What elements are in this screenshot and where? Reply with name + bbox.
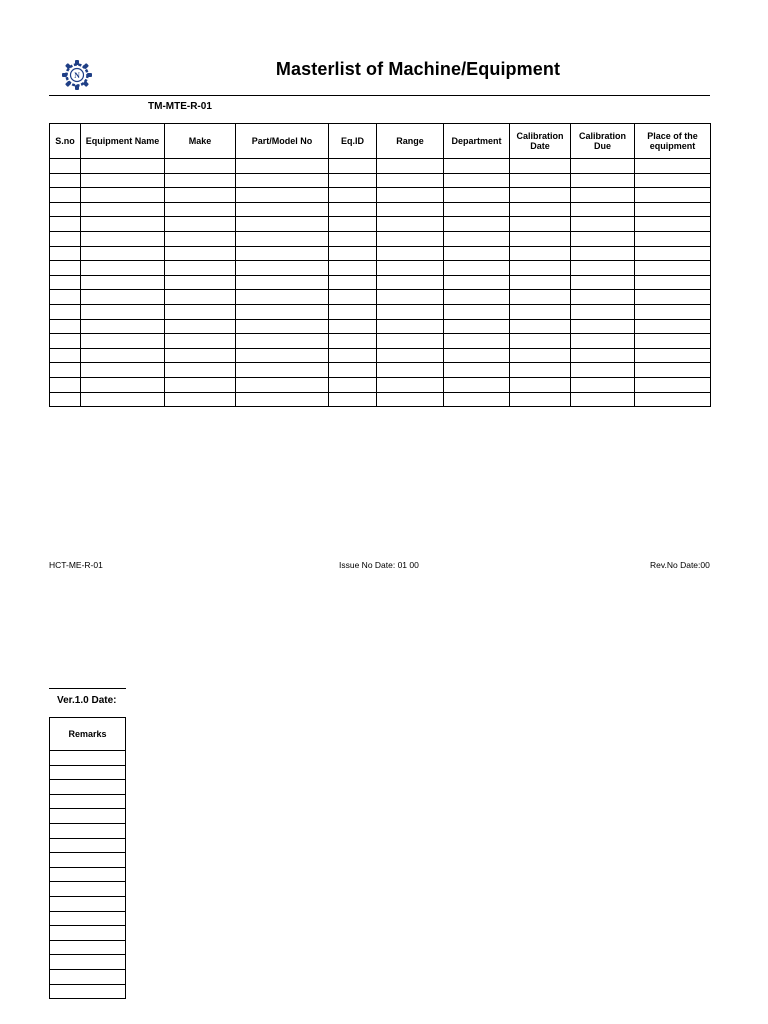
table-cell xyxy=(444,348,510,363)
table-cell xyxy=(444,377,510,392)
table-cell xyxy=(444,319,510,334)
table-cell xyxy=(81,334,165,349)
table-cell xyxy=(510,392,571,407)
table-cell xyxy=(236,217,329,232)
table-cell xyxy=(81,231,165,246)
table-cell xyxy=(329,202,377,217)
remarks-row xyxy=(50,794,126,809)
header-equipment-name: Equipment Name xyxy=(81,124,165,159)
table-cell xyxy=(165,261,236,276)
table-cell xyxy=(165,348,236,363)
table-cell xyxy=(510,275,571,290)
header-make: Make xyxy=(165,124,236,159)
table-cell xyxy=(81,392,165,407)
remarks-cell xyxy=(50,940,126,955)
table-cell xyxy=(236,290,329,305)
header-calibration-date: Calibration Date xyxy=(510,124,571,159)
table-cell xyxy=(165,334,236,349)
table-cell xyxy=(635,377,711,392)
table-row xyxy=(50,319,711,334)
table-cell xyxy=(165,173,236,188)
table-cell xyxy=(329,319,377,334)
table-cell xyxy=(236,319,329,334)
table-cell xyxy=(377,231,444,246)
table-cell xyxy=(377,246,444,261)
remarks-table xyxy=(49,717,126,999)
remarks-cell xyxy=(50,809,126,824)
document-code: TM-MTE-R-01 xyxy=(148,101,212,112)
table-cell xyxy=(444,231,510,246)
table-row xyxy=(50,348,711,363)
table-cell xyxy=(236,173,329,188)
remarks-cell xyxy=(50,955,126,970)
remarks-cell xyxy=(50,794,126,809)
table-cell xyxy=(50,304,81,319)
table-cell xyxy=(571,231,635,246)
footer-issue-date: Issue No Date: 01 00 xyxy=(339,560,419,570)
table-cell xyxy=(165,188,236,203)
remarks-row xyxy=(50,751,126,766)
remarks-cell xyxy=(50,984,126,999)
page-title: Masterlist of Machine/Equipment xyxy=(275,59,561,79)
table-cell xyxy=(50,334,81,349)
table-cell xyxy=(165,392,236,407)
table-cell xyxy=(81,363,165,378)
table-cell xyxy=(81,173,165,188)
table-cell xyxy=(635,159,711,174)
table-cell xyxy=(81,348,165,363)
remarks-row xyxy=(50,867,126,882)
table-cell xyxy=(50,159,81,174)
table-cell xyxy=(236,348,329,363)
table-cell xyxy=(50,377,81,392)
table-cell xyxy=(444,275,510,290)
table-cell xyxy=(635,202,711,217)
remarks-cell xyxy=(50,911,126,926)
table-cell xyxy=(50,392,81,407)
table-cell xyxy=(510,173,571,188)
table-cell xyxy=(635,334,711,349)
table-cell xyxy=(571,334,635,349)
table-cell xyxy=(329,217,377,232)
table-cell xyxy=(329,392,377,407)
table-cell xyxy=(81,319,165,334)
table-cell xyxy=(50,319,81,334)
table-cell xyxy=(377,188,444,203)
table-row xyxy=(50,246,711,261)
remarks-row xyxy=(50,765,126,780)
remarks-row xyxy=(50,809,126,824)
header-eq-id: Eq.ID xyxy=(329,124,377,159)
table-cell xyxy=(50,246,81,261)
table-cell xyxy=(50,202,81,217)
table-cell xyxy=(329,290,377,305)
table-cell xyxy=(571,319,635,334)
header-remarks: Remarks xyxy=(50,718,126,751)
table-cell xyxy=(571,202,635,217)
header-place-of-equipment: Place of the equipment xyxy=(635,124,711,159)
table-cell xyxy=(377,334,444,349)
header-part-model-no: Part/Model No xyxy=(236,124,329,159)
table-cell xyxy=(444,246,510,261)
table-cell xyxy=(377,363,444,378)
table-cell xyxy=(81,159,165,174)
table-cell xyxy=(50,275,81,290)
table-cell xyxy=(510,363,571,378)
table-cell xyxy=(444,188,510,203)
table-cell xyxy=(635,290,711,305)
table-cell xyxy=(635,188,711,203)
remarks-row xyxy=(50,896,126,911)
table-cell xyxy=(81,261,165,276)
table-cell xyxy=(329,275,377,290)
table-cell xyxy=(444,173,510,188)
table-cell xyxy=(81,275,165,290)
remarks-row xyxy=(50,926,126,941)
table-cell xyxy=(165,202,236,217)
table-cell xyxy=(571,159,635,174)
table-cell xyxy=(329,261,377,276)
table-cell xyxy=(510,319,571,334)
table-cell xyxy=(81,377,165,392)
table-row xyxy=(50,377,711,392)
version-date-label: Ver.1.0 Date: xyxy=(57,695,117,706)
table-row xyxy=(50,275,711,290)
table-cell xyxy=(510,377,571,392)
table-cell xyxy=(236,334,329,349)
table-cell xyxy=(377,275,444,290)
table-cell xyxy=(165,304,236,319)
table-cell xyxy=(236,231,329,246)
table-cell xyxy=(571,348,635,363)
table-cell xyxy=(50,261,81,276)
table-cell xyxy=(510,261,571,276)
table-cell xyxy=(444,202,510,217)
table-cell xyxy=(165,246,236,261)
remarks-row xyxy=(50,969,126,984)
remarks-cell xyxy=(50,882,126,897)
table-cell xyxy=(444,304,510,319)
table-cell xyxy=(635,304,711,319)
table-cell xyxy=(50,188,81,203)
logo-letter: N xyxy=(74,71,80,80)
table-cell xyxy=(635,319,711,334)
remarks-cell xyxy=(50,751,126,766)
table-row xyxy=(50,363,711,378)
remarks-row xyxy=(50,911,126,926)
table-cell xyxy=(444,392,510,407)
table-cell xyxy=(635,363,711,378)
table-cell xyxy=(377,319,444,334)
equipment-table xyxy=(49,123,711,407)
table-cell xyxy=(510,246,571,261)
table-cell xyxy=(81,290,165,305)
table-cell xyxy=(444,290,510,305)
table-cell xyxy=(571,377,635,392)
table-cell xyxy=(236,159,329,174)
remarks-cell xyxy=(50,853,126,868)
table-cell xyxy=(510,202,571,217)
table-cell xyxy=(165,319,236,334)
table-cell xyxy=(510,188,571,203)
table-cell xyxy=(165,275,236,290)
table-cell xyxy=(510,159,571,174)
table-cell xyxy=(444,334,510,349)
table-cell xyxy=(377,159,444,174)
table-cell xyxy=(571,173,635,188)
table-cell xyxy=(165,377,236,392)
table-cell xyxy=(571,261,635,276)
table-cell xyxy=(377,392,444,407)
table-cell xyxy=(510,231,571,246)
remarks-row xyxy=(50,853,126,868)
remarks-cell xyxy=(50,926,126,941)
table-cell xyxy=(571,363,635,378)
table-cell xyxy=(165,290,236,305)
table-cell xyxy=(635,246,711,261)
remarks-row xyxy=(50,780,126,795)
table-cell xyxy=(329,159,377,174)
table-cell xyxy=(236,392,329,407)
table-cell xyxy=(329,377,377,392)
table-cell xyxy=(377,173,444,188)
table-cell xyxy=(571,290,635,305)
table-cell xyxy=(81,202,165,217)
table-cell xyxy=(329,246,377,261)
table-header-row xyxy=(50,124,711,159)
company-logo-icon xyxy=(62,60,92,90)
table-cell xyxy=(635,392,711,407)
table-cell xyxy=(571,275,635,290)
table-cell xyxy=(635,261,711,276)
remarks-row xyxy=(50,940,126,955)
table-row xyxy=(50,261,711,276)
remarks-row xyxy=(50,823,126,838)
table-row xyxy=(50,392,711,407)
table-cell xyxy=(329,334,377,349)
table-cell xyxy=(510,290,571,305)
table-row xyxy=(50,217,711,232)
header-department: Department xyxy=(444,124,510,159)
table-cell xyxy=(571,392,635,407)
table-cell xyxy=(329,188,377,203)
table-cell xyxy=(236,188,329,203)
table-row xyxy=(50,304,711,319)
table-cell xyxy=(236,275,329,290)
table-cell xyxy=(329,231,377,246)
table-cell xyxy=(236,377,329,392)
table-cell xyxy=(236,246,329,261)
remarks-row xyxy=(50,882,126,897)
table-cell xyxy=(50,231,81,246)
table-cell xyxy=(635,217,711,232)
table-cell xyxy=(50,173,81,188)
table-cell xyxy=(377,304,444,319)
title-divider xyxy=(49,95,710,96)
table-cell xyxy=(329,304,377,319)
remarks-cell xyxy=(50,838,126,853)
table-cell xyxy=(635,275,711,290)
remarks-header-row xyxy=(50,718,126,751)
table-cell xyxy=(50,217,81,232)
remarks-row xyxy=(50,838,126,853)
table-cell xyxy=(236,261,329,276)
table-cell xyxy=(510,304,571,319)
table-cell xyxy=(81,304,165,319)
footer-revision-date: Rev.No Date:00 xyxy=(650,560,710,570)
table-cell xyxy=(377,202,444,217)
table-cell xyxy=(165,231,236,246)
remarks-cell xyxy=(50,823,126,838)
remarks-cell xyxy=(50,896,126,911)
version-divider xyxy=(49,688,126,689)
remarks-cell xyxy=(50,969,126,984)
table-cell xyxy=(444,261,510,276)
remarks-cell xyxy=(50,780,126,795)
table-cell xyxy=(329,363,377,378)
table-cell xyxy=(165,217,236,232)
table-cell xyxy=(377,348,444,363)
remarks-row xyxy=(50,984,126,999)
table-cell xyxy=(510,217,571,232)
table-cell xyxy=(236,304,329,319)
table-cell xyxy=(50,348,81,363)
table-row xyxy=(50,334,711,349)
table-cell xyxy=(571,217,635,232)
table-cell xyxy=(81,188,165,203)
table-cell xyxy=(571,188,635,203)
table-cell xyxy=(377,290,444,305)
table-cell xyxy=(444,363,510,378)
remarks-row xyxy=(50,955,126,970)
table-cell xyxy=(329,348,377,363)
table-cell xyxy=(635,231,711,246)
table-cell xyxy=(510,348,571,363)
table-cell xyxy=(165,159,236,174)
table-cell xyxy=(571,246,635,261)
table-cell xyxy=(377,217,444,232)
table-row xyxy=(50,159,711,174)
table-cell xyxy=(50,290,81,305)
table-cell xyxy=(236,363,329,378)
table-cell xyxy=(510,334,571,349)
table-cell xyxy=(81,217,165,232)
table-row xyxy=(50,188,711,203)
table-cell xyxy=(444,217,510,232)
table-row xyxy=(50,231,711,246)
table-cell xyxy=(236,202,329,217)
remarks-cell xyxy=(50,765,126,780)
table-cell xyxy=(635,348,711,363)
table-cell xyxy=(571,304,635,319)
header-range: Range xyxy=(377,124,444,159)
table-cell xyxy=(635,173,711,188)
table-row xyxy=(50,290,711,305)
header-calibration-due: Calibration Due xyxy=(571,124,635,159)
table-cell xyxy=(444,159,510,174)
footer-form-code: HCT-ME-R-01 xyxy=(49,560,103,570)
table-cell xyxy=(50,363,81,378)
table-cell xyxy=(377,377,444,392)
table-cell xyxy=(81,246,165,261)
remarks-cell xyxy=(50,867,126,882)
table-cell xyxy=(377,261,444,276)
table-row xyxy=(50,173,711,188)
header-sno: S.no xyxy=(50,124,81,159)
table-cell xyxy=(165,363,236,378)
table-cell xyxy=(329,173,377,188)
table-row xyxy=(50,202,711,217)
